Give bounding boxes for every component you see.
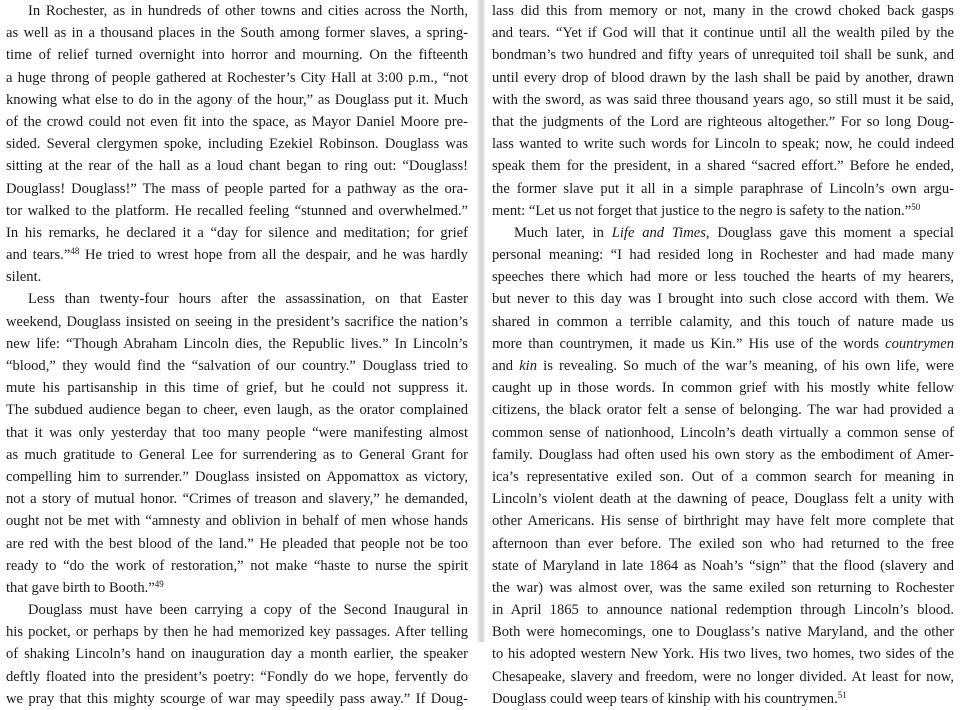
- line-text: mute his partisanship in this time of grief, but he could not suppress it.: [6, 380, 468, 397]
- left-page-column: [6, 0, 468, 707]
- line-text: that gave birth to Booth.”: [6, 579, 155, 596]
- line-text: Lincoln’s violent death at the dawning of peace, Douglass felt a unity with: [492, 491, 954, 508]
- text-line: [492, 111, 954, 133]
- line-text: in April 1865 to announce national redemption through Lincoln’s blood.: [492, 602, 954, 619]
- text-line: [6, 133, 468, 155]
- text-line: [492, 222, 954, 244]
- text-line: [6, 244, 468, 266]
- line-text: a huge throng of people gathered at Rochester’s City Hall at 3:00 p.m., “not: [6, 69, 468, 86]
- line-text: personal meaning: “I had resided long in Rochester and had made many: [492, 247, 954, 264]
- line-text: as well as in a thousand places in the South among former slaves, a spring-: [6, 25, 468, 42]
- text-line: [492, 444, 954, 466]
- text-line: [6, 178, 468, 200]
- footnote-marker: 50: [911, 201, 921, 212]
- line-text: of the crowd could not even fit into the space, as Mayor Daniel Moore pre-: [6, 113, 468, 130]
- line-text-continued: is revealing. So much of the war’s meaning, of his own life, were: [537, 358, 954, 374]
- text-line: [6, 67, 468, 89]
- text-line: [492, 178, 954, 200]
- line-text: Douglass must have been carrying a copy of the Second Inaugural in: [28, 602, 468, 619]
- text-line: [6, 643, 468, 665]
- text-line: [6, 599, 468, 621]
- text-line: [492, 643, 954, 665]
- line-text: other Americans. His sense of birthright may have felt more complete that: [492, 513, 954, 530]
- line-text: ment: “Let us not forget that justice to the negro is safety to the nation.”: [492, 202, 912, 219]
- text-line: [492, 688, 954, 710]
- line-text: Chesapeake, slavery and freedom, were no longer divided. At least for now,: [492, 668, 954, 685]
- text-line: [492, 488, 954, 510]
- text-line: [492, 666, 954, 688]
- text-line: [492, 555, 954, 577]
- line-text: lass did this from memory or not, many in the crowd choked back gasps: [492, 3, 954, 19]
- footnote-marker: 49: [154, 578, 164, 589]
- text-line: [6, 89, 468, 111]
- line-text-continued: He tried to wrest hope from all the despair, and he was hardly: [79, 247, 468, 264]
- text-line: [492, 266, 954, 288]
- text-line: [6, 466, 468, 488]
- line-text: caught up in those words. In common grief with his mostly white fellow: [492, 380, 954, 397]
- text-line: [6, 22, 468, 44]
- text-line: [492, 377, 954, 399]
- line-text: compelling him to surrender.” Douglass insisted on Appomattox as victory,: [6, 468, 468, 485]
- right-page-column: [492, 0, 954, 707]
- text-line: [492, 399, 954, 421]
- line-text: Douglass! Douglass!” The mass of people parted for a pathway as the ora-: [6, 180, 468, 197]
- text-line: [492, 244, 954, 266]
- footnote-marker: 48: [70, 246, 80, 257]
- text-line: [492, 621, 954, 643]
- text-line: [6, 510, 468, 532]
- italic-title: Life and Times: [611, 224, 706, 241]
- text-line: [6, 44, 468, 66]
- line-text: that it was only yesterday that too many people “were manifesting almost: [6, 424, 468, 441]
- line-text: and tears.”: [6, 247, 71, 264]
- line-text: to his adopted western New York. His two lives, two homes, two sides of the: [492, 646, 954, 663]
- line-text: citizens, the black orator felt a sense of belonging. The war had provided a: [492, 402, 954, 419]
- line-text: but never to this day was I brought into such close accord with them. We: [492, 291, 954, 308]
- line-text: knowing what else to do in the agony of the hour,” as Douglass put it. Much: [6, 91, 468, 108]
- line-text: we pray that this mighty scourge of war may speedily pass away.” If Doug-: [6, 690, 468, 707]
- line-text: silent.: [6, 269, 42, 286]
- text-line: [6, 355, 468, 377]
- italic-title: countrymen: [885, 335, 954, 352]
- line-text: that the judgments of the Lord are righteous altogether.” For so long Doug-: [492, 113, 954, 130]
- line-text: deftly floated into the president’s poetry: “Fondly do we hope, fervently do: [6, 668, 468, 685]
- line-text: “blood,” they would find the “salvation of our country.” Douglass tried to: [6, 358, 468, 374]
- line-text: of shaking Lincoln’s hand on inauguration day a month earlier, the speaker: [6, 646, 468, 663]
- text-line: [492, 577, 954, 599]
- line-text: Both were homecomings, one to Douglass’s native Maryland, and the other: [492, 624, 954, 641]
- line-text: and tears. “Yet if God will that it continue until all the wealth piled by the: [492, 25, 954, 42]
- text-line: [6, 621, 468, 643]
- line-text: weekend, Douglass insisted on seeing in the president’s sacrifice the nation’s: [6, 313, 468, 330]
- text-line: [492, 311, 954, 333]
- line-text: afternoon than ever before. The exiled son who had returned to the free: [492, 535, 954, 552]
- line-text: common sense of nationhood, Lincoln’s death virtually a common sense of: [492, 424, 954, 441]
- line-text: state of Maryland in late 1864 as Noah’s “sign” that the flood (slavery and: [492, 557, 954, 574]
- text-line: [6, 666, 468, 688]
- text-line: [492, 67, 954, 89]
- text-line: [492, 133, 954, 155]
- line-text: sided. Several clergymen spoke, including Ezekiel Robinson. Douglass was: [6, 136, 468, 153]
- line-text: the former slave put it all in a simple paraphrase of Lincoln’s own argu-: [492, 180, 954, 197]
- text-line: [492, 155, 954, 177]
- text-line: [492, 422, 954, 444]
- line-text: lass wanted to write such words for Lincoln to speak; now, he could indeed: [492, 136, 954, 153]
- line-text: Douglass could weep tears of kinship with his countrymen.: [492, 690, 838, 707]
- line-text-continued: , Douglass gave this moment a special: [705, 224, 954, 241]
- line-text: speeches there which had more or less touched the hearts of my hearers,: [492, 269, 954, 286]
- line-text: with the sword, as was said three thousand years ago, so still must it be said,: [492, 91, 954, 108]
- line-text: tor walked to the platform. He recalled feeling “stunned and overwhelmed.”: [6, 202, 468, 219]
- line-text: more than countrymen, it made us Kin.” His use of the words: [492, 335, 886, 352]
- line-text: ought not be met with “amnesty and oblivion in behalf of men whose hands: [6, 513, 468, 530]
- text-line: [492, 89, 954, 111]
- line-text: sitting at the rear of the hall as a loud chant began to ring out: “Douglass!: [6, 158, 468, 175]
- text-line: [6, 377, 468, 399]
- text-line: [6, 111, 468, 133]
- text-line: [492, 22, 954, 44]
- text-line: [6, 200, 468, 222]
- text-line: [492, 200, 954, 222]
- text-line: [6, 288, 468, 310]
- text-line: [6, 533, 468, 555]
- footnote-marker: 51: [837, 689, 847, 700]
- line-text: Much later, in: [514, 224, 612, 241]
- line-text: the war) was almost over, was the same exiled son returning to Rochester: [492, 579, 954, 596]
- line-text: shared in common a terrible calamity, and this touch of nature made us: [492, 313, 954, 330]
- italic-title: kin: [519, 358, 538, 374]
- text-line: [492, 533, 954, 555]
- text-line: [6, 399, 468, 421]
- line-text: The subdued audience began to cheer, even laugh, as the orator complained: [6, 402, 468, 419]
- text-line: [6, 155, 468, 177]
- text-line: [6, 577, 468, 599]
- line-text: bondman’s two hundred and fifty years of unrequited toil shall be sunk, and: [492, 47, 954, 64]
- text-line: [6, 488, 468, 510]
- book-gutter: [477, 0, 485, 642]
- line-text: In his remarks, he declared it a “day for silence and meditation; for grief: [6, 224, 468, 241]
- text-line: [6, 0, 468, 22]
- line-text: time of relief turned overnight into horror and mourning. On the fifteenth: [6, 47, 468, 64]
- line-text: new life: “Though Abraham Lincoln dies, the Republic lives.” In Lincoln’s: [6, 335, 468, 352]
- text-line: [492, 288, 954, 310]
- line-text: his pocket, or perhaps by then he had memorized key passages. After telling: [6, 624, 468, 641]
- line-text: family. Douglass had often used his own story as the embodiment of Amer-: [492, 446, 954, 463]
- line-text: In Rochester, as in hundreds of other towns and cities across the North,: [28, 3, 468, 19]
- line-text: and: [492, 358, 520, 374]
- text-line: [492, 466, 954, 488]
- text-line: [6, 266, 468, 288]
- text-line: [492, 0, 954, 22]
- line-text: Less than twenty-four hours after the assassination, on that Easter: [28, 291, 468, 308]
- line-text: ready to “do the work of restoration,” not make “haste to nurse the spirit: [6, 557, 468, 574]
- text-line: [6, 688, 468, 710]
- text-line: [6, 311, 468, 333]
- line-text: are red with the best blood of the land.” He pleaded that people not be too: [6, 535, 468, 552]
- text-line: [492, 510, 954, 532]
- line-text: until every drop of blood drawn by the lash shall be paid by another, drawn: [492, 69, 954, 86]
- line-text: ica’s representative exiled son. Out of a common search for meaning in: [492, 468, 954, 485]
- text-line: [492, 355, 954, 377]
- line-text: as much gratitude to General Lee for surrendering as to General Grant for: [6, 446, 468, 463]
- text-line: [6, 222, 468, 244]
- text-line: [492, 599, 954, 621]
- text-line: [492, 44, 954, 66]
- line-text: speak them for the president, in a shared “sacred effort.” Before he ended,: [492, 158, 954, 175]
- line-text: not a story of mutual honor. “Crimes of treason and slavery,” he demanded,: [6, 491, 468, 508]
- text-line: [6, 444, 468, 466]
- text-line: [6, 422, 468, 444]
- text-line: [492, 333, 954, 355]
- text-line: [6, 555, 468, 577]
- text-line: [6, 333, 468, 355]
